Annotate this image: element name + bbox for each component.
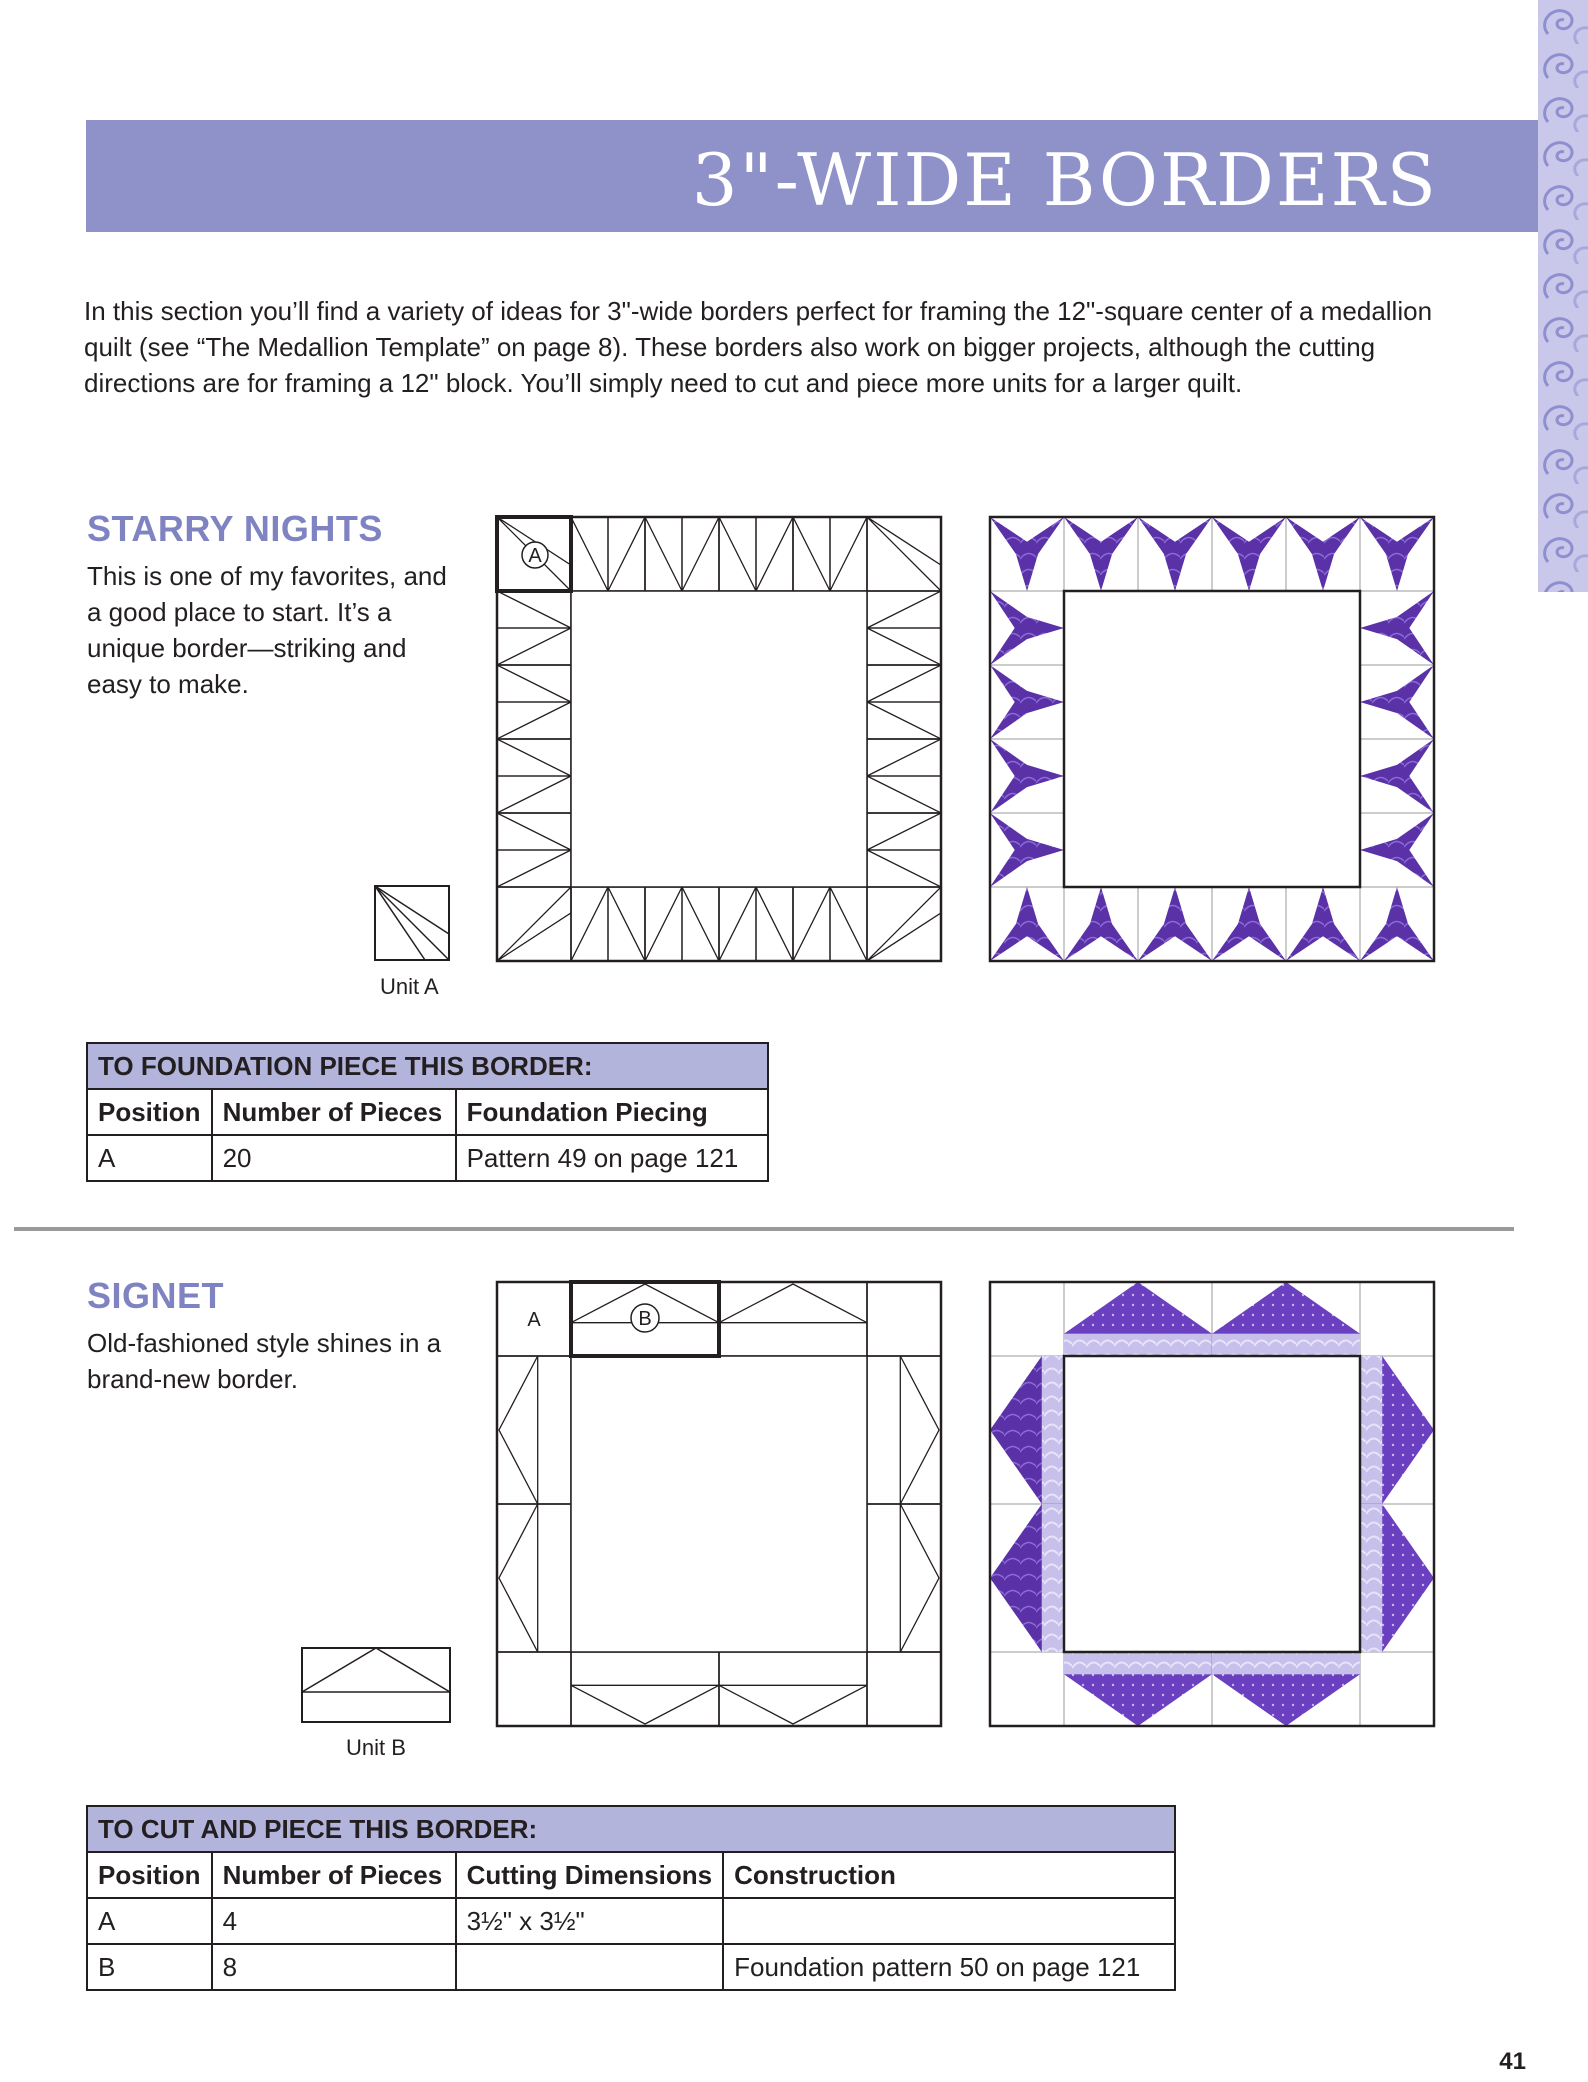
column-header: Foundation Piecing: [456, 1089, 768, 1135]
page-title: 3"-WIDE BORDERS: [691, 138, 1438, 222]
unit-b-diagram: [300, 1646, 452, 1724]
table-row: [87, 1898, 1175, 1944]
table-cell: A: [87, 1135, 212, 1181]
table-cell: Foundation pattern 50 on page 121: [723, 1944, 1175, 1990]
starry-nights-outline-diagram: [495, 515, 943, 963]
table-cell: 20: [212, 1135, 456, 1181]
table-row: [87, 1135, 768, 1181]
signet-colored-diagram: [988, 1280, 1436, 1728]
swirl-fabric-strip: [1538, 0, 1588, 592]
table-cell: [723, 1898, 1175, 1944]
table-caption: TO CUT AND PIECE THIS BORDER:: [87, 1806, 1175, 1852]
intro-paragraph: In this section you’ll find a variety of ideas for 3"-wide borders perfect for framing the 12"-square center of a medallion quilt (see “The Medallion Template” on page 8). These borders also work on bigger projects, although the cutting directions are for framing a 12" block. You’ll simply need to cut and piece more units for a larger quilt.: [84, 296, 1433, 398]
signet-table: [86, 1805, 1176, 1991]
column-header: Number of Pieces: [212, 1852, 456, 1898]
table-cell: 4: [212, 1898, 456, 1944]
column-header: Cutting Dimensions: [456, 1852, 724, 1898]
column-header: Number of Pieces: [212, 1089, 456, 1135]
center-square: [571, 591, 867, 887]
unit-a-label: Unit A: [380, 974, 439, 999]
light-strip: [1360, 1356, 1382, 1504]
section-divider: [14, 1227, 1514, 1231]
unit-a-diagram: [373, 884, 451, 962]
light-strip: [1064, 1652, 1212, 1674]
table-cell: 8: [212, 1944, 456, 1990]
table-cell: B: [87, 1944, 212, 1990]
starry-nights-colored-diagram: [988, 515, 1436, 963]
light-strip: [1042, 1504, 1064, 1652]
light-strip: [1212, 1334, 1360, 1356]
signet-outline-diagram: [495, 1280, 943, 1728]
center-square: [1064, 1356, 1360, 1652]
center-square: [1064, 591, 1360, 887]
starry-nights-table: [86, 1042, 769, 1182]
table-cell: [456, 1944, 724, 1990]
position-marker-b: B: [638, 1308, 652, 1330]
table-caption: TO FOUNDATION PIECE THIS BORDER:: [87, 1043, 768, 1089]
light-strip: [1042, 1356, 1064, 1504]
unit-b-label: Unit B: [346, 1735, 406, 1760]
center-square: [571, 1356, 867, 1652]
section-title-signet: SIGNET: [87, 1275, 225, 1316]
light-strip: [1212, 1652, 1360, 1674]
page-number: 41: [1499, 2048, 1526, 2075]
table-cell: 3½" x 3½": [456, 1898, 724, 1944]
table-row: [87, 1944, 1175, 1990]
table-cell: Pattern 49 on page 121: [456, 1135, 768, 1181]
column-header: Position: [87, 1852, 212, 1898]
section-description-starry-nights: This is one of my favorites, and a good place to start. It’s a unique border—striking and easy to make.: [87, 561, 447, 699]
section-description-signet: Old-fashioned style shines in a brand-new border.: [87, 1328, 442, 1394]
section-title-starry-nights: STARRY NIGHTS: [87, 508, 383, 549]
title-band: [86, 120, 1538, 232]
column-header: Position: [87, 1089, 212, 1135]
position-marker-a: A: [527, 1309, 541, 1331]
light-strip: [1064, 1334, 1212, 1356]
position-marker-a: A: [528, 545, 542, 567]
table-cell: A: [87, 1898, 212, 1944]
column-header: Construction: [723, 1852, 1175, 1898]
light-strip: [1360, 1504, 1382, 1652]
